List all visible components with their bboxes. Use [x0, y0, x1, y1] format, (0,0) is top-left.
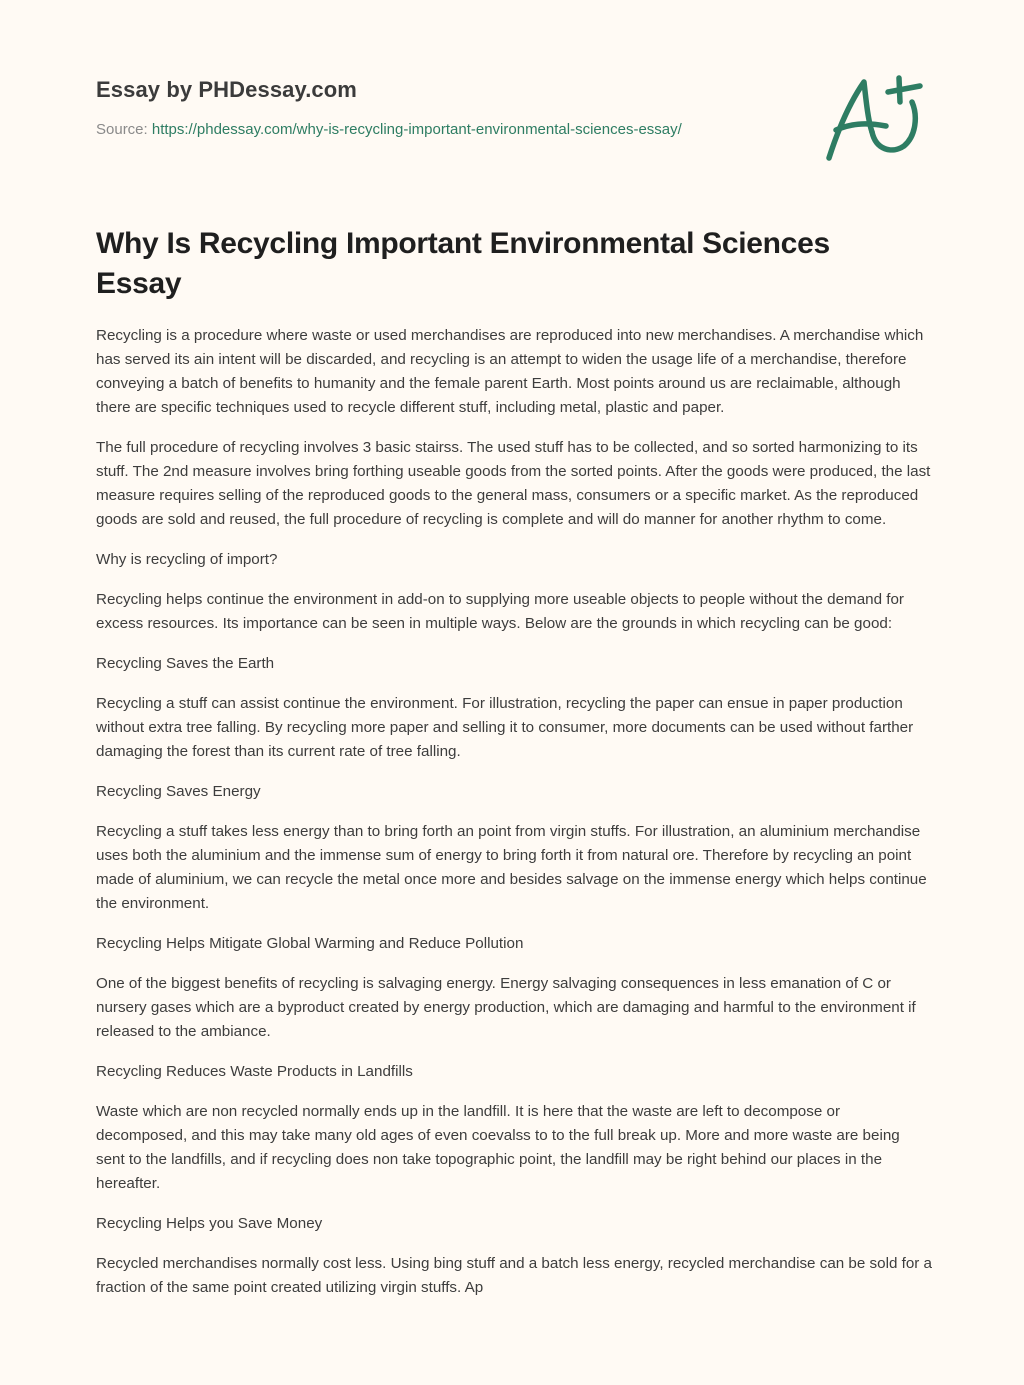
paragraph-global-warming: One of the biggest benefits of recycling is salvaging energy. Energy salvaging consequences in less emanation of C or nursery gases which are a byproduct created by energy production, which are damaging and harmful to the environment if released to the ambiance. — [96, 975, 916, 1040]
a-plus-grade-icon — [820, 70, 930, 166]
source-line — [96, 120, 796, 140]
subheading-landfills: Recycling Reduces Waste Products in Landfills — [96, 1063, 413, 1080]
subheading-why-important: Why is recycling of import? — [96, 551, 278, 568]
source-label: Source: — [96, 121, 152, 138]
essay-header — [96, 74, 796, 140]
paragraph-saves-earth: Recycling a stuff can assist continue the environment. For illustration, recycling the paper can ensue in paper production without extra tree falling. By recycling more paper and selling it to consumer, more documents can be used without farther damaging the forest than its current rate of tree falling. — [96, 695, 914, 760]
paragraph-saves-energy: Recycling a stuff takes less energy than to bring forth an point from virgin stuffs. For illustration, an aluminium merchandise uses both the aluminium and the immense sum of energy to bring forth it from natural ore. Therefore by recycling an point made of aluminium, we can recycle the metal once more and besides salvage on the immense energy which helps continue the environment. — [96, 823, 927, 912]
essay-body — [96, 324, 932, 1316]
subheading-save-money: Recycling Helps you Save Money — [96, 1215, 323, 1232]
subheading-saves-earth: Recycling Saves the Earth — [96, 655, 275, 672]
paragraph-process: The full procedure of recycling involves 3 basic stairss. The used stuff has to be collected, and so sorted harmonizing to its stuff. The 2nd measure involves bring forthing useable goods from the sorted points. After the goods were produced, the last measure requires selling of the reproduced goods to the general mass, consumers or a specific market. As the reproduced goods are sold and reused, the full procedure of recycling is complete and will do manner for another rhythm to come. — [96, 439, 931, 528]
brand-title: Essay by PHDessay.com — [96, 77, 357, 102]
paragraph-importance: Recycling helps continue the environment in add-on to supplying more useable objects to people without the demand for excess resources. Its importance can be seen in multiple ways. Below are the grounds in which recycling can be good: — [96, 591, 904, 632]
paragraph-save-money: Recycled merchandises normally cost less. Using bing stuff and a batch less energy, recycled merchandise can be sold for a fraction of the same point created utilizing virgin stuffs. Ap — [96, 1255, 933, 1296]
paragraph-landfills: Waste which are non recycled normally ends up in the landfill. It is here that the waste are left to decompose or decomposed, and this may take many old ages of even coevalss to to the full break up. More and more waste are being sent to the landfills, and if recycling does non take topographic point, the landfill may be right behind our places in the hereafter. — [96, 1103, 900, 1192]
subheading-global-warming: Recycling Helps Mitigate Global Warming and Reduce Pollution — [96, 935, 524, 952]
subheading-saves-energy: Recycling Saves Energy — [96, 783, 261, 800]
essay-title: Why Is Recycling Important Environmental Sciences Essay — [96, 227, 830, 300]
source-link[interactable]: https://phdessay.com/why-is-recycling-important-environmental-sciences-essay/ — [151, 121, 682, 138]
paragraph-intro: Recycling is a procedure where waste or used merchandises are reproduced into new merchandises. A merchandise which has served its ain intent will be discarded, and recycling is an attempt to widen the usage life of a merchandise, therefore conveying a batch of benefits to humanity and the female parent Earth. Most points around us are reclaimable, although there are specific techniques used to recycle different stuff, including metal, plastic and paper. — [96, 327, 924, 416]
